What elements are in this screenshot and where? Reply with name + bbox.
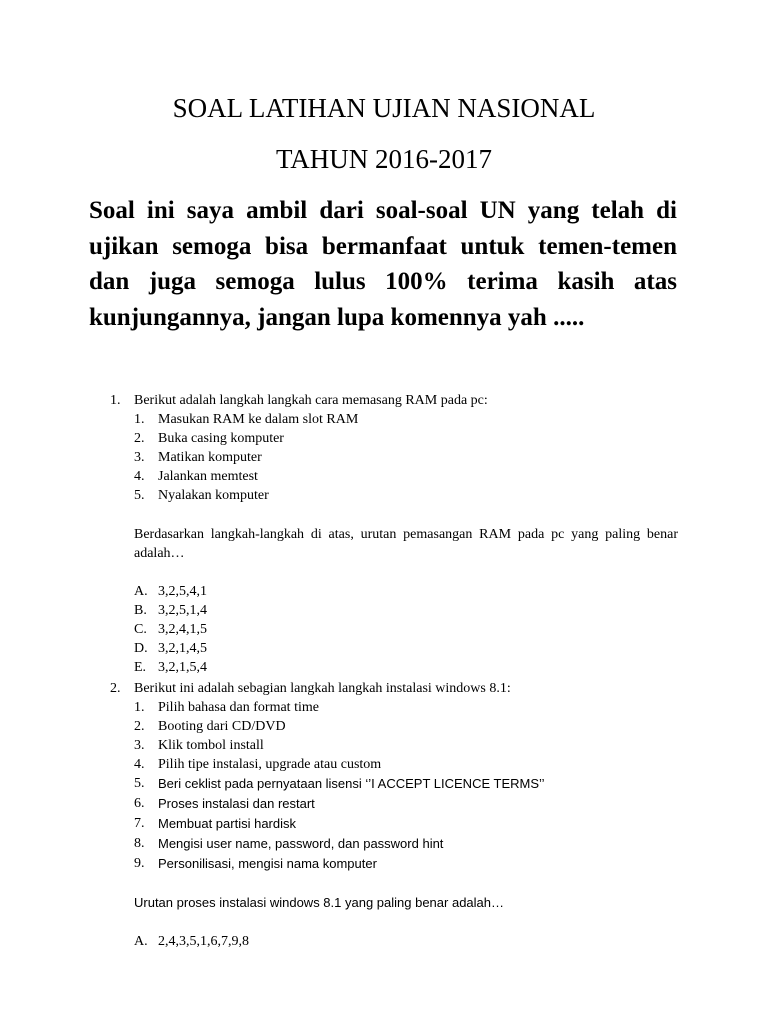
list-item xyxy=(134,854,678,874)
step-number: 4. xyxy=(134,757,145,772)
step-number: 4. xyxy=(134,469,145,484)
option-letter: C. xyxy=(134,622,147,637)
question-stem: Berikut ini adalah sebagian langkah langkah instalasi windows 8.1: xyxy=(134,681,511,696)
question-number: 1. xyxy=(110,393,121,408)
list-item xyxy=(134,639,678,658)
option-letter: E. xyxy=(134,660,147,675)
list-item xyxy=(134,814,678,834)
step-text: Masukan RAM ke dalam slot RAM xyxy=(158,412,359,427)
list-item xyxy=(134,429,678,448)
question-text xyxy=(110,391,678,410)
question-1 xyxy=(110,391,678,677)
list-item xyxy=(134,410,678,429)
step-number: 5. xyxy=(134,776,145,791)
intro-paragraph: Soal ini saya ambil dari soal-soal UN yang telah di ujikan semoga bisa bermanfaat untuk temen-temen dan juga semoga lulus 100% terima kasih atas kunjungannya, jangan lupa komennya yah ..... xyxy=(89,197,677,331)
list-item xyxy=(134,755,678,774)
step-list xyxy=(110,698,678,874)
step-text: Booting dari CD/DVD xyxy=(158,719,286,734)
option-letter: B. xyxy=(134,603,147,618)
option-text: 3,2,5,4,1 xyxy=(158,584,207,599)
list-item xyxy=(134,932,678,951)
option-text: 3,2,4,1,5 xyxy=(158,622,207,637)
list-item xyxy=(134,620,678,639)
question-number: 2. xyxy=(110,681,121,696)
step-text: Klik tombol install xyxy=(158,738,264,753)
list-item xyxy=(134,658,678,677)
step-text: Matikan komputer xyxy=(158,450,262,465)
option-text: 3,2,1,4,5 xyxy=(158,641,207,656)
step-text: Proses instalasi dan restart xyxy=(158,796,315,811)
step-text: Beri ceklist pada pernyataan lisensi ‘’I ACCEPT LICENCE TERMS’’ xyxy=(158,776,545,791)
list-item xyxy=(134,601,678,620)
step-text: Pilih tipe instalasi, upgrade atau custom xyxy=(158,757,382,772)
step-number: 1. xyxy=(134,700,145,715)
option-text: 3,2,5,1,4 xyxy=(158,603,207,618)
step-number: 2. xyxy=(134,431,145,446)
prompt-line: Urutan proses instalasi windows 8.1 yang paling benar adalah… xyxy=(134,895,504,910)
step-number: 3. xyxy=(134,450,145,465)
list-item xyxy=(134,717,678,736)
list-item xyxy=(134,698,678,717)
question-prompt xyxy=(110,893,678,913)
prompt-line: Berdasarkan langkah-langkah di atas, urutan pemasangan RAM pada pc yang paling benar xyxy=(134,527,678,542)
step-number: 2. xyxy=(134,719,145,734)
step-text: Membuat partisi hardisk xyxy=(158,816,296,831)
list-item xyxy=(134,834,678,854)
step-number: 8. xyxy=(134,836,145,851)
step-number: 5. xyxy=(134,488,145,503)
question-prompt xyxy=(110,525,678,563)
list-item xyxy=(134,582,678,601)
prompt-line: adalah… xyxy=(134,546,185,561)
step-text: Pilih bahasa dan format time xyxy=(158,700,319,715)
option-text: 2,4,3,5,1,6,7,9,8 xyxy=(158,934,249,949)
question-stem: Berikut adalah langkah langkah cara memasang RAM pada pc: xyxy=(134,393,488,408)
list-item xyxy=(134,448,678,467)
question-text xyxy=(110,679,678,698)
option-list xyxy=(110,932,678,951)
list-item xyxy=(134,774,678,794)
step-number: 1. xyxy=(134,412,145,427)
option-text: 3,2,1,5,4 xyxy=(158,660,207,675)
question-2 xyxy=(110,679,678,951)
step-text: Jalankan memtest xyxy=(158,469,258,484)
list-item xyxy=(134,486,678,505)
step-text: Mengisi user name, password, dan password hint xyxy=(158,836,444,851)
list-item xyxy=(134,736,678,755)
step-number: 6. xyxy=(134,796,145,811)
step-number: 7. xyxy=(134,816,145,831)
step-list xyxy=(110,410,678,505)
page-subtitle: TAHUN 2016-2017 xyxy=(275,144,493,174)
step-number: 9. xyxy=(134,856,145,871)
step-text: Buka casing komputer xyxy=(158,431,284,446)
step-number: 3. xyxy=(134,738,145,753)
step-text: Nyalakan komputer xyxy=(158,488,269,503)
option-letter: A. xyxy=(134,584,148,599)
option-letter: A. xyxy=(134,934,148,949)
step-text: Personilisasi, mengisi nama komputer xyxy=(158,856,377,871)
list-item xyxy=(134,467,678,486)
page-title: SOAL LATIHAN UJIAN NASIONAL xyxy=(172,93,596,123)
list-item xyxy=(134,794,678,814)
option-letter: D. xyxy=(134,641,148,656)
option-list xyxy=(110,582,678,677)
